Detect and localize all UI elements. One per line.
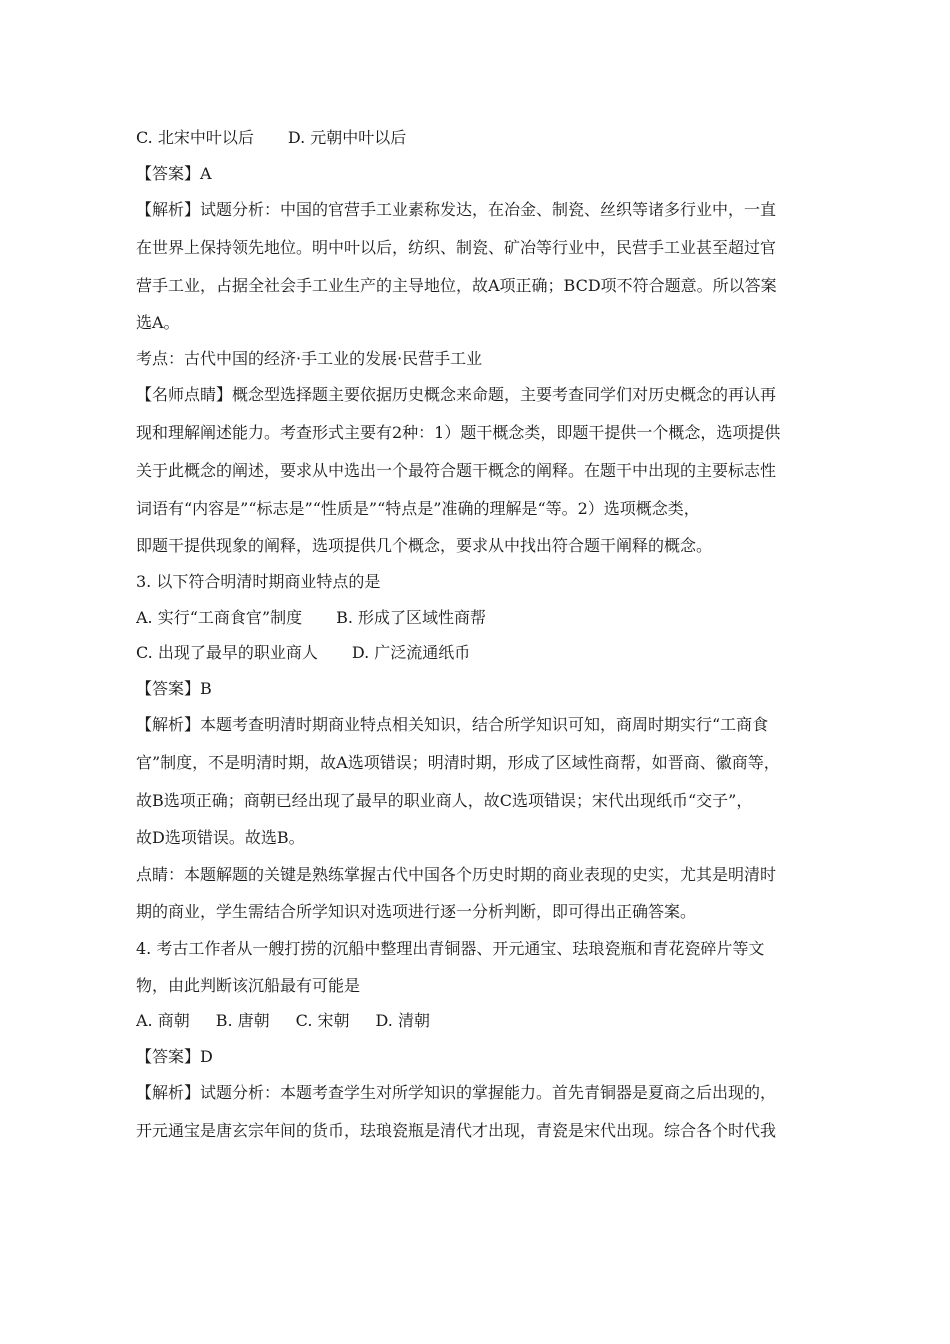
q4-option-d: D. 清朝	[375, 1011, 430, 1031]
q4-option-c: C. 宋朝	[295, 1011, 350, 1031]
q2-analysis-line: 营手工业，占据全社会手工业生产的主导地位，故A项正确；BCD项不符合题意。所以答案	[136, 276, 777, 296]
q3-option-d: D. 广泛流通纸币	[351, 643, 471, 663]
q4-analysis-line: 开元通宝是唐玄宗年间的货币，珐琅瓷瓶是清代才出现，青瓷是宋代出现。综合各个时代我	[136, 1121, 777, 1141]
q3-analysis-line: 故D选项错误。故选B。	[136, 828, 305, 848]
q3-dianjing-line: 期的商业，学生需结合所学知识对选项进行逐一分析判断，即可得出正确答案。	[136, 901, 697, 921]
q3-option-b: B. 形成了区域性商帮	[336, 607, 487, 627]
q3-option-a: A. 实行“工商食官”制度	[136, 607, 303, 627]
q2-mingshi-line: 即题干提供现象的阐释，选项提供几个概念，要求从中找出符合题干阐释的概念。	[136, 536, 713, 556]
q2-option-c: C. 北宋中叶以后	[136, 128, 254, 147]
q2-analysis-line: 【解析】试题分析：中国的官营手工业素称发达，在冶金、制瓷、丝织等诸多行业中，一直	[136, 200, 777, 220]
q2-answer: 【答案】A	[136, 163, 212, 183]
q4-answer: 【答案】D	[136, 1046, 213, 1066]
q4-analysis-line: 【解析】试题分析：本题考查学生对所学知识的掌握能力。首先青铜器是夏商之后出现的，	[136, 1083, 777, 1103]
q2-mingshi-line: 关于此概念的阐述，要求从中选出一个最符合题干概念的阐释。在题干中出现的主要标志性	[136, 461, 777, 481]
q4-stem-line: 物，由此判断该沉船最有可能是	[136, 975, 361, 995]
q2-options-cd	[136, 120, 816, 156]
q3-answer: 【答案】B	[136, 678, 212, 698]
q4-stem-line: 4. 考古工作者从一艘打捞的沉船中整理出青铜器、开元通宝、珐琅瓷瓶和青花瓷碎片等文	[136, 938, 765, 958]
q2-analysis-line: 选A。	[136, 313, 180, 333]
q3-option-c: C. 出现了最早的职业商人	[136, 643, 318, 663]
document-page	[136, 120, 816, 1150]
q2-mingshi-line: 【名师点睛】概念型选择题主要依据历史概念来命题，主要考查同学们对历史概念的再认再	[136, 385, 777, 405]
q2-kaodian: 考点：古代中国的经济·手工业的发展·民营手工业	[136, 348, 483, 368]
q3-analysis-line: 官”制度，不是明清时期，故A选项错误；明清时期，形成了区域性商帮，如晋商、徽商等，	[136, 753, 780, 773]
q2-analysis-line: 在世界上保持领先地位。明中叶以后，纺织、制瓷、矿冶等行业中，民营手工业甚至超过官	[136, 238, 777, 258]
q3-options-ab	[136, 600, 816, 636]
q2-option-d: D. 元朝中叶以后	[287, 128, 407, 147]
q4-option-b: B. 唐朝	[215, 1011, 270, 1031]
q4-options	[136, 1003, 816, 1039]
q3-options-cd	[136, 635, 816, 671]
q3-dianjing-line: 点睛：本题解题的关键是熟练掌握古代中国各个历史时期的商业表现的史实，尤其是明清时	[136, 864, 777, 884]
q2-mingshi-line: 现和理解阐述能力。考查形式主要有2种：1）题干概念类，即题干提供一个概念，选项提供	[136, 423, 781, 443]
q4-option-a: A. 商朝	[136, 1011, 190, 1031]
q3-stem: 3. 以下符合明清时期商业特点的是	[136, 571, 381, 591]
q2-mingshi-line: 词语有“内容是”“标志是”“性质是”“特点是”准确的理解是“等。2）选项概念类，	[136, 499, 700, 519]
q3-analysis-line: 故B选项正确；商朝已经出现了最早的职业商人，故C选项错误；宋代出现纸币“交子”，	[136, 791, 753, 811]
q3-analysis-line: 【解析】本题考查明清时期商业特点相关知识，结合所学知识可知，商周时期实行“工商食	[136, 715, 769, 735]
